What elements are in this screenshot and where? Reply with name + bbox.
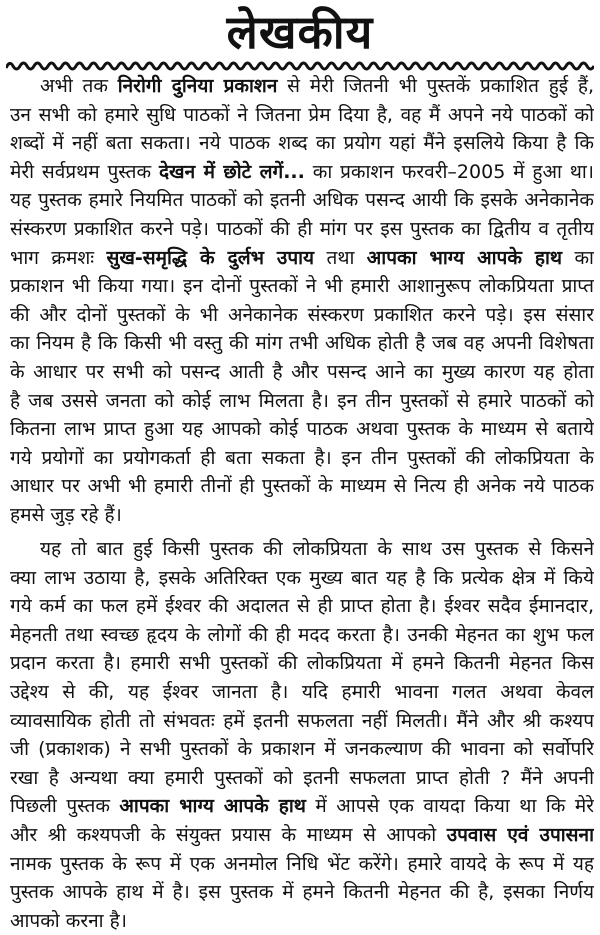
text-line [10, 272, 594, 301]
text-segment: गये प्रयोगों का प्रयोगकर्ता ही बता सकता है। इन तीन पुस्तकों की लोकप्रियता के [10, 446, 594, 469]
text-segment: शब्दों में नहीं बता सकता। नये पाठक शब्द का प्रयोग यहां मैंने इसलिये किया है कि [10, 132, 594, 155]
text-segment: आधार पर अभी भी हमारी तीनों ही पुस्तकों के माध्यम से नित्य ही अनेक नये पाठक [10, 475, 594, 498]
text-line [10, 387, 594, 416]
text-line [10, 501, 594, 530]
text-segment: का नियम है कि किसी भी वस्तु की मांग तभी अधिक होती है जब वह अपनी विशेषता [10, 332, 594, 355]
bold-book-title: निरोगी दुनिया प्रकाशन [117, 75, 278, 97]
bold-book-title: आपका भाग्य आपके हाथ [366, 246, 563, 269]
page-title: लेखकीय [226, 5, 374, 59]
text-line [10, 735, 594, 764]
bold-book-title: सुख-समृद्धि के दुर्लभ उपाय [106, 246, 315, 269]
text-segment: प्रकाशन भी किया गया। इन दोनों पुस्तकों ने भी हमारी आशानुरूप लोकप्रियता प्राप्त [10, 275, 594, 298]
text-segment: कितना लाभ प्राप्त हुआ यह आपको कोई पाठक अथवा पुस्तक के माध्यम से बताये [10, 418, 594, 441]
text-segment: पुस्तक आपके हाथ में है। इस पुस्तक में हमने कितनी मेहनत की है, इसका निर्णय [10, 881, 594, 904]
text-segment: की और दोनों पुस्तकों के भी अनेकानेक संस्करण प्रकाशित करने पड़े। इस संसार [10, 303, 594, 326]
text-line [10, 301, 594, 330]
text-segment: है जब उससे जनता को कोई लाभ मिलता है। इन तीन पुस्तकों से हमारे पाठकों को [10, 389, 594, 412]
paragraph-2 [10, 535, 594, 935]
paragraph-1 [10, 72, 594, 530]
bold-book-title: देखन में छोटे लगें... [158, 160, 305, 183]
text-segment: तथा [314, 246, 367, 269]
text-segment: प्रदान करता है। हमारी सभी पुस्तकों की लोकप्रियता में हमने कितनी मेहनत किस [10, 652, 594, 675]
bold-book-title: आपका भाग्य आपके हाथ [119, 795, 306, 818]
text-segment: मेहनती तथा स्वच्छ हृदय के लोगों की ही मदद करता है। उनकी मेहनत का शुभ फल [10, 623, 594, 646]
text-segment: उद्देश्य से की, यह ईश्वर जानता है। यदि हमारी भावना गलत अथवा केवल [10, 680, 594, 703]
text-line [10, 472, 594, 501]
text-line [10, 850, 594, 879]
text-segment: नामक पुस्तक के रूप में एक अनमोल निधि भेंट करेंगे। हमारे वायदे के रूप में यह [10, 852, 594, 875]
text-line [10, 764, 594, 793]
text-line [10, 821, 594, 850]
text-line [10, 444, 594, 473]
text-segment: जी (प्रकाशक) ने सभी पुस्तकों के प्रकाशन में जनकल्याण की भावना को सर्वोपरि [10, 738, 594, 761]
text-segment: गये कर्म का फल हमें ईश्वर की अदालत से ही प्राप्त होता है। ईश्वर सदैव ईमानदार, [10, 595, 594, 618]
text-line [10, 244, 594, 273]
text-segment: यह तो बात हुई किसी पुस्तक की लोकप्रियता के साथ उस पुस्तक से किसने [40, 538, 594, 560]
text-segment: उन सभी को हमारे सुधि पाठकों ने जितना प्रेम दिया है, वह मैं अपने नये पाठकों को [10, 103, 594, 126]
text-segment: अभी तक [40, 75, 118, 97]
text-line [10, 215, 594, 244]
text-line [10, 707, 594, 736]
text-line [10, 564, 594, 593]
text-line [10, 329, 594, 358]
text-segment: रखा है अन्यथा क्या हमारी पुस्तकों को इतनी सफलता प्राप्त होती ? मैंने अपनी [10, 766, 594, 789]
text-line [10, 72, 594, 101]
text-line [10, 129, 594, 158]
text-line [10, 535, 594, 564]
text-segment: व्यावसायिक होती तो संभवतः हमें इतनी सफलता नहीं मिलती। मैंने और श्री कश्यप [10, 709, 594, 732]
text-segment: का प्रकाशन फरवरी–2005 में हुआ था। [304, 160, 594, 183]
text-line [10, 649, 594, 678]
text-line [10, 678, 594, 707]
text-line [10, 878, 594, 907]
text-segment: और श्री कश्यपजी के संयुक्त प्रयास के माध्यम से आपको [10, 823, 447, 846]
text-segment: हमसे जुड़ रहे हैं। [10, 503, 122, 526]
text-line [10, 358, 594, 387]
text-line [10, 101, 594, 130]
bold-book-title: उपवास एवं उपासना [446, 823, 594, 846]
text-segment: के आधार पर सभी को पसन्द आती है और पसन्द आने का मुख्य कारण यह होता [10, 360, 594, 383]
text-segment: क्या लाभ उठाया है, इसके अतिरिक्त एक मुख्य बात यह है कि प्रत्येक क्षेत्र में किये [10, 566, 594, 589]
text-line [10, 592, 594, 621]
text-line [10, 186, 594, 215]
text-segment: यह पुस्तक हमारे नियमित पाठकों को इतनी अधिक पसन्द आयी कि इसके अनेकानेक [10, 189, 594, 212]
text-segment: का [562, 246, 594, 269]
text-line [10, 415, 594, 444]
text-segment: भाग क्रमशः [10, 246, 107, 269]
text-segment: मेरी सर्वप्रथम पुस्तक [10, 160, 159, 183]
text-segment: आपको करना है। [10, 909, 127, 932]
text-segment: में आपसे एक वायदा किया था कि मेरे [305, 795, 594, 818]
text-segment: पिछली पुस्तक [10, 795, 120, 818]
text-segment: संस्करण प्रकाशित करने पड़े। पाठकों की ही मांग पर इस पुस्तक का द्वितीय व तृतीय [10, 217, 594, 240]
text-line [10, 792, 594, 821]
text-segment: से मेरी जितनी भी पुस्तकें प्रकाशित हुई हैं, [277, 75, 594, 97]
text-line [10, 158, 594, 187]
text-line [10, 621, 594, 650]
